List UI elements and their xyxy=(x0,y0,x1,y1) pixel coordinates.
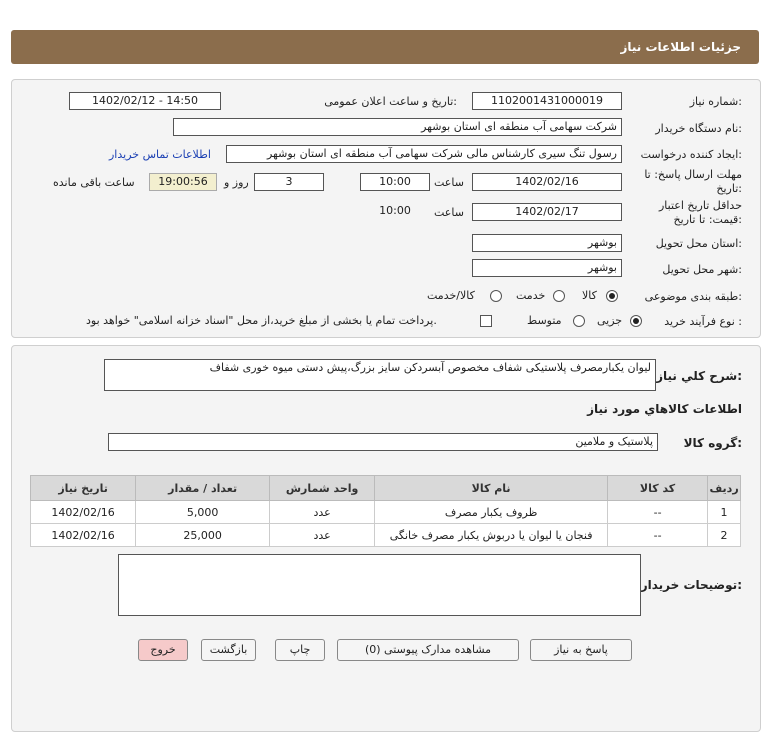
category-radio-service[interactable] xyxy=(553,290,565,302)
process-option-minor: جزیی xyxy=(597,314,623,327)
deadline-time-label: ساعت xyxy=(434,176,464,189)
deadline-label: مهلت ارسال پاسخ: تا xyxy=(644,168,742,181)
col-code: کد کالا xyxy=(608,476,708,501)
province-field: بوشهر xyxy=(472,234,622,252)
cell-unit: عدد xyxy=(270,524,375,547)
cell-qty: 25,000 xyxy=(136,524,270,547)
cell-name: فنجان یا لیوان یا دربوش یکبار مصرف خانگی xyxy=(375,524,608,547)
cell-unit: عدد xyxy=(270,501,375,524)
creator-label: ایجاد کننده درخواست: xyxy=(640,148,742,161)
reply-button[interactable]: پاسخ به نیاز xyxy=(530,639,632,661)
category-option-goods-service: کالا/خدمت xyxy=(427,289,475,302)
contact-buyer-link[interactable]: اطلاعات تماس خریدار xyxy=(109,148,211,161)
table-row xyxy=(31,501,741,524)
goods-table xyxy=(30,475,741,547)
goods-section-title: اطلاعات کالاهاي مورد نياز xyxy=(587,402,742,416)
process-label: نوع فرآیند خرید : xyxy=(664,315,742,328)
description-field: لیوان یکبارمصرف پلاستیکی شفاف مخصوص آبسردکن سایز بزرگ،پیش دستی میوه خوری شفاف xyxy=(104,359,656,391)
validity-time-field: 10:00 xyxy=(379,204,411,217)
table-header-row xyxy=(31,476,741,501)
goods-group-label: گروه کالا: xyxy=(683,436,742,450)
days-label: روز و xyxy=(224,176,249,189)
deadline-date-field: 1402/02/16 xyxy=(472,173,622,191)
description-label: شرح کلي نياز: xyxy=(656,369,742,383)
print-button[interactable]: چاپ xyxy=(275,639,325,661)
col-unit: واحد شمارش xyxy=(270,476,375,501)
city-field: بوشهر xyxy=(472,259,622,277)
cell-row: 2 xyxy=(708,524,741,547)
province-label: استان محل تحویل: xyxy=(655,237,742,250)
buyer-notes-label: توضیحات خریدار: xyxy=(640,578,742,592)
remaining-time-field: 19:00:56 xyxy=(149,173,217,191)
remaining-label: ساعت باقی مانده xyxy=(53,176,135,189)
creator-field: رسول تنگ سیری کارشناس مالی شرکت سهامی آب منطقه ای استان بوشهر xyxy=(226,145,622,163)
attachments-button[interactable]: مشاهده مدارک پیوستی (0) xyxy=(337,639,519,661)
page-header xyxy=(11,30,759,64)
announce-field: 1402/02/12 - 14:50 xyxy=(69,92,221,110)
validity-time-label: ساعت xyxy=(434,206,464,219)
cell-date: 1402/02/16 xyxy=(31,501,136,524)
category-label: طبقه بندی موضوعی: xyxy=(644,290,742,303)
cell-code: -- xyxy=(608,524,708,547)
goods-group-field: پلاستیک و ملامین xyxy=(108,433,658,451)
treasury-payment-checkbox[interactable] xyxy=(480,315,492,327)
buyer-notes-field xyxy=(118,554,641,616)
deadline-label-date: تاریخ: xyxy=(716,182,742,195)
city-label: شهر محل تحویل: xyxy=(662,263,742,276)
payment-note: پرداخت تمام یا بخشی از مبلغ خرید،از محل "اسناد خزانه اسلامی" خواهد بود. xyxy=(86,314,437,327)
col-date: تاریخ نیاز xyxy=(31,476,136,501)
category-option-service: خدمت xyxy=(516,289,546,302)
page-title: جزئیات اطلاعات نیاز xyxy=(620,40,741,54)
cell-name: ظروف یکبار مصرف xyxy=(375,501,608,524)
cell-row: 1 xyxy=(708,501,741,524)
buyer-org-label: نام دستگاه خریدار: xyxy=(655,122,742,135)
validity-date-field: 1402/02/17 xyxy=(472,203,622,221)
col-qty: تعداد / مقدار xyxy=(136,476,270,501)
back-button[interactable]: بازگشت xyxy=(201,639,256,661)
announce-label: تاریخ و ساعت اعلان عمومی: xyxy=(324,95,457,108)
process-option-medium: متوسط xyxy=(527,314,562,327)
validity-label-date: قیمت: تا تاریخ: xyxy=(673,213,742,226)
cell-code: -- xyxy=(608,501,708,524)
category-radio-goods[interactable] xyxy=(606,290,618,302)
cell-date: 1402/02/16 xyxy=(31,524,136,547)
table-row xyxy=(31,524,741,547)
process-radio-medium[interactable] xyxy=(573,315,585,327)
col-row: ردیف xyxy=(708,476,741,501)
validity-label: حداقل تاریخ اعتبار xyxy=(658,199,742,212)
need-number-label: شماره نیاز: xyxy=(689,95,742,108)
category-radio-goods-service[interactable] xyxy=(490,290,502,302)
deadline-time-field: 10:00 xyxy=(360,173,430,191)
col-name: نام کالا xyxy=(375,476,608,501)
cell-qty: 5,000 xyxy=(136,501,270,524)
buyer-org-field: شرکت سهامی آب منطقه ای استان بوشهر xyxy=(173,118,622,136)
category-option-goods: کالا xyxy=(582,289,597,302)
exit-button[interactable]: خروج xyxy=(138,639,188,661)
process-radio-minor[interactable] xyxy=(630,315,642,327)
days-field: 3 xyxy=(254,173,324,191)
need-number-field: 1102001431000019 xyxy=(472,92,622,110)
